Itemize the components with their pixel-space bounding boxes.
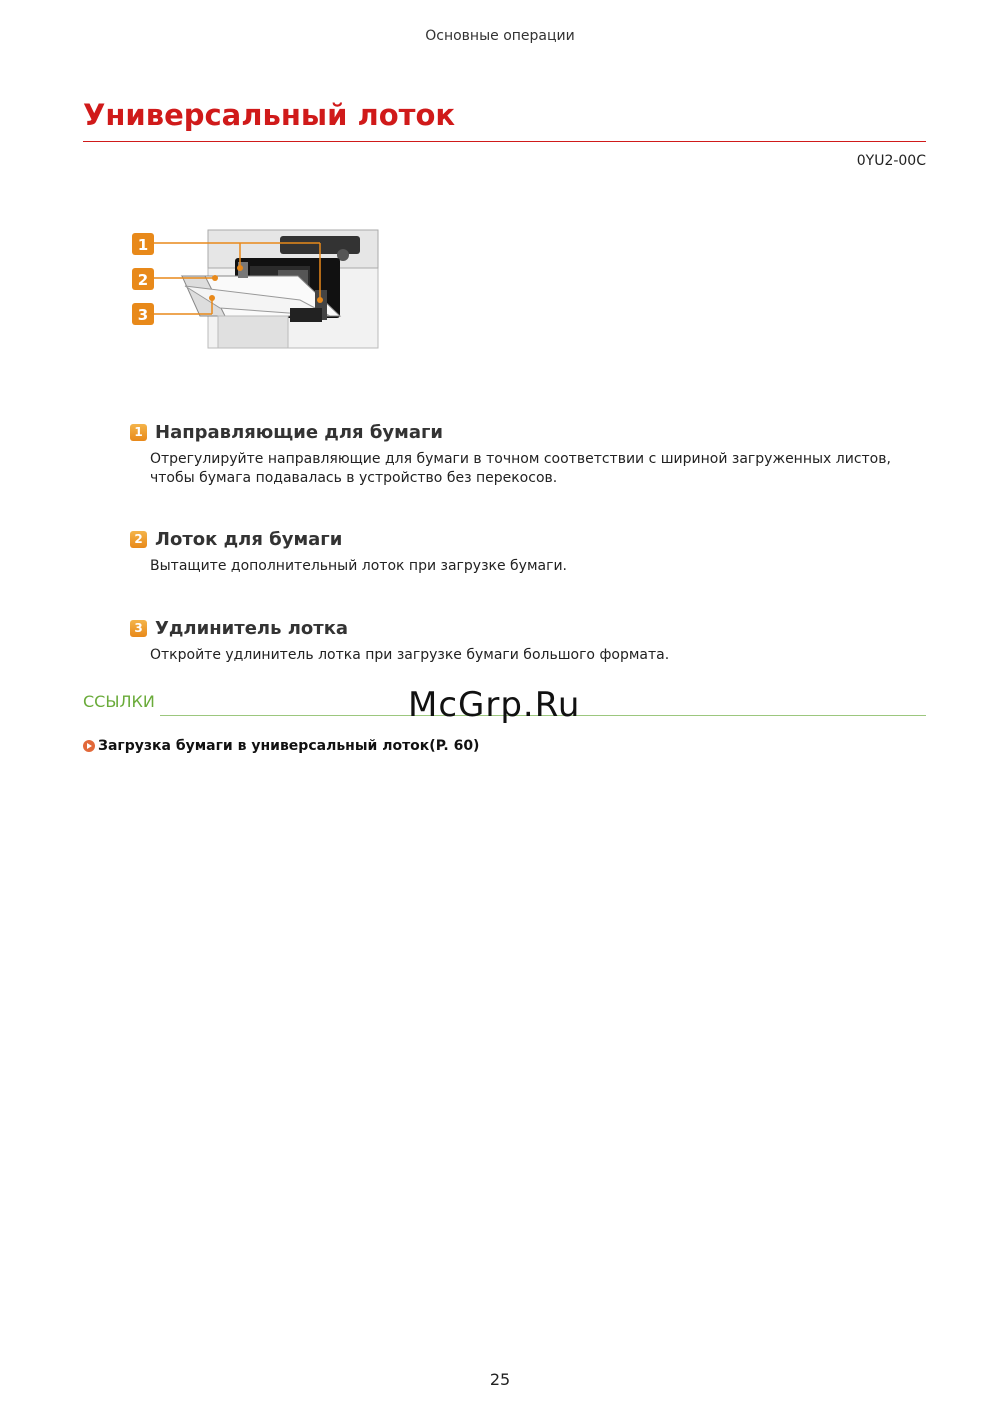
callout-2 [132, 268, 154, 290]
links-section-label: ССЫЛКИ [83, 692, 155, 711]
item-heading-text: Лоток для бумаги [155, 529, 343, 550]
number-badge-3: 3 [130, 620, 147, 637]
document-code: 0YU2-00C [856, 153, 926, 169]
link-text: Загрузка бумаги в универсальный лоток(P. 60) [98, 738, 480, 754]
number-badge-1: 1 [130, 424, 147, 441]
svg-text:1: 1 [137, 236, 149, 254]
item-description-paper-tray [150, 557, 910, 576]
number-badge-2: 2 [130, 531, 147, 548]
item-description-paper-guides [150, 450, 910, 488]
description-line: Откройте удлинитель лотка при загрузке бумаги большого формата. [150, 647, 670, 663]
link-load-paper-multipurpose-tray[interactable] [83, 738, 479, 754]
item-description-tray-extension [150, 646, 910, 665]
page-title: Универсальный лоток [83, 98, 456, 132]
description-line: Отрегулируйте направляющие для бумаги в точном соответствии с шириной загруженных листов, [150, 451, 891, 467]
printer-tray-illustration [130, 228, 380, 350]
arrow-right-icon [83, 740, 95, 752]
item-heading-paper-guides [130, 422, 443, 443]
callout-3 [132, 303, 154, 325]
running-header: Основные операции [425, 28, 575, 44]
item-heading-tray-extension [130, 618, 348, 639]
item-heading-text: Удлинитель лотка [155, 618, 349, 639]
callout-1 [132, 233, 154, 255]
page-number: 25 [489, 1370, 511, 1389]
description-line: чтобы бумага подавалась в устройство без перекосов. [150, 470, 558, 486]
watermark: McGrp.Ru [408, 685, 581, 725]
item-heading-text: Направляющие для бумаги [155, 422, 444, 443]
item-heading-paper-tray [130, 529, 342, 550]
title-divider [83, 141, 926, 142]
description-line: Вытащите дополнительный лоток при загрузке бумаги. [150, 558, 567, 574]
svg-text:2: 2 [137, 271, 149, 289]
svg-text:3: 3 [137, 306, 149, 324]
